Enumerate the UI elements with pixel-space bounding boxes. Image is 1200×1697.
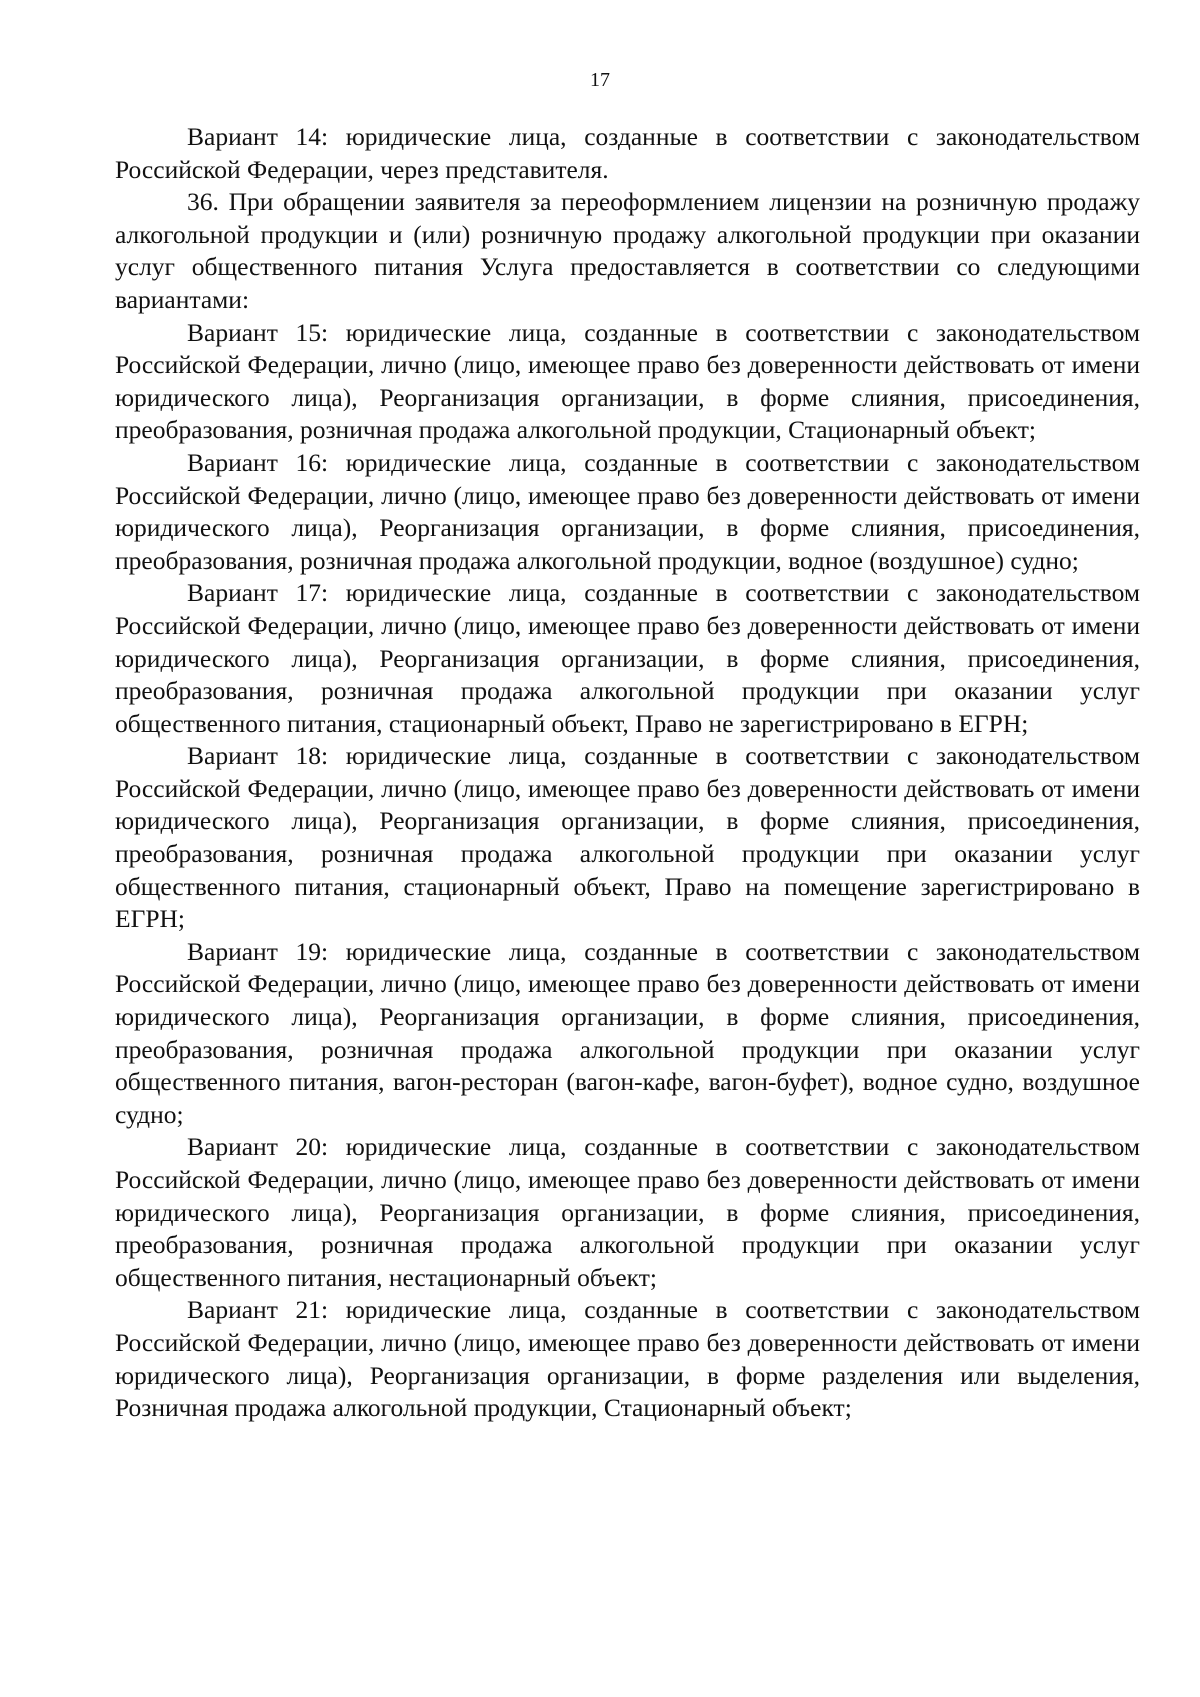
paragraph-variant-16: Вариант 16: юридические лица, созданные в соответствии с законодательством Российской Федерации, лично (лицо, имеющее право без доверенности действовать от имени юридического лица), Реорганизация организации, в форме слияния, присоединения, преобразования, розничная продажа алкогольной продукции, водное (воздушное) судно; [115,447,1140,575]
page-number: 17 [590,69,610,91]
document-body [115,121,1140,1425]
paragraph-variant-20: Вариант 20: юридические лица, созданные в соответствии с законодательством Российской Федерации, лично (лицо, имеющее право без доверенности действовать от имени юридического лица), Реорганизация организации, в форме слияния, присоединения, преобразования, розничная продажа алкогольной продукции при оказании услуг общественного питания, нестационарный объект; [115,1132,1140,1292]
paragraph-variant-15: Вариант 15: юридические лица, созданные в соответствии с законодательством Российской Федерации, лично (лицо, имеющее право без доверенности действовать от имени юридического лица), Реорганизация организации, в форме слияния, присоединения, преобразования, розничная продажа алкогольной продукции, Стационарный объект; [115,317,1140,445]
paragraph-variant-14: Вариант 14: юридические лица, созданные в соответствии с законодательством Российской Федерации, через представителя. [115,122,1140,184]
paragraph-variant-17: Вариант 17: юридические лица, созданные в соответствии с законодательством Российской Федерации, лично (лицо, имеющее право без доверенности действовать от имени юридического лица), Реорганизация организации, в форме слияния, присоединения, преобразования, розничная продажа алкогольной продукции при оказании услуг общественного питания, стационарный объект, Право не зарегистрировано в ЕГРН; [115,578,1140,738]
paragraph-variant-19: Вариант 19: юридические лица, созданные в соответствии с законодательством Российской Федерации, лично (лицо, имеющее право без доверенности действовать от имени юридического лица), Реорганизация организации, в форме слияния, присоединения, преобразования, розничная продажа алкогольной продукции при оказании услуг общественного питания, вагон-ресторан (вагон-кафе, вагон-буфет), водное судно, воздушное судно; [115,936,1140,1129]
paragraph-variant-21: Вариант 21: юридические лица, созданные в соответствии с законодательством Российской Федерации, лично (лицо, имеющее право без доверенности действовать от имени юридического лица), Реорганизация организации, в форме разделения или выделения, Розничная продажа алкогольной продукции, Стационарный объект; [115,1295,1140,1423]
paragraph-variant-18: Вариант 18: юридические лица, созданные в соответствии с законодательством Российской Федерации, лично (лицо, имеющее право без доверенности действовать от имени юридического лица), Реорганизация организации, в форме слияния, присоединения, преобразования, розничная продажа алкогольной продукции при оказании услуг общественного питания, стационарный объект, Право на помещение зарегистрировано в ЕГРН; [115,741,1140,934]
paragraph-clause-36: 36. При обращении заявителя за переоформлением лицензии на розничную продажу алкогольной продукции и (или) розничную продажу алкогольной продукции при оказании услуг общественного питания Услуга предоставляется в соответствии со следующими вариантами: [115,187,1140,314]
